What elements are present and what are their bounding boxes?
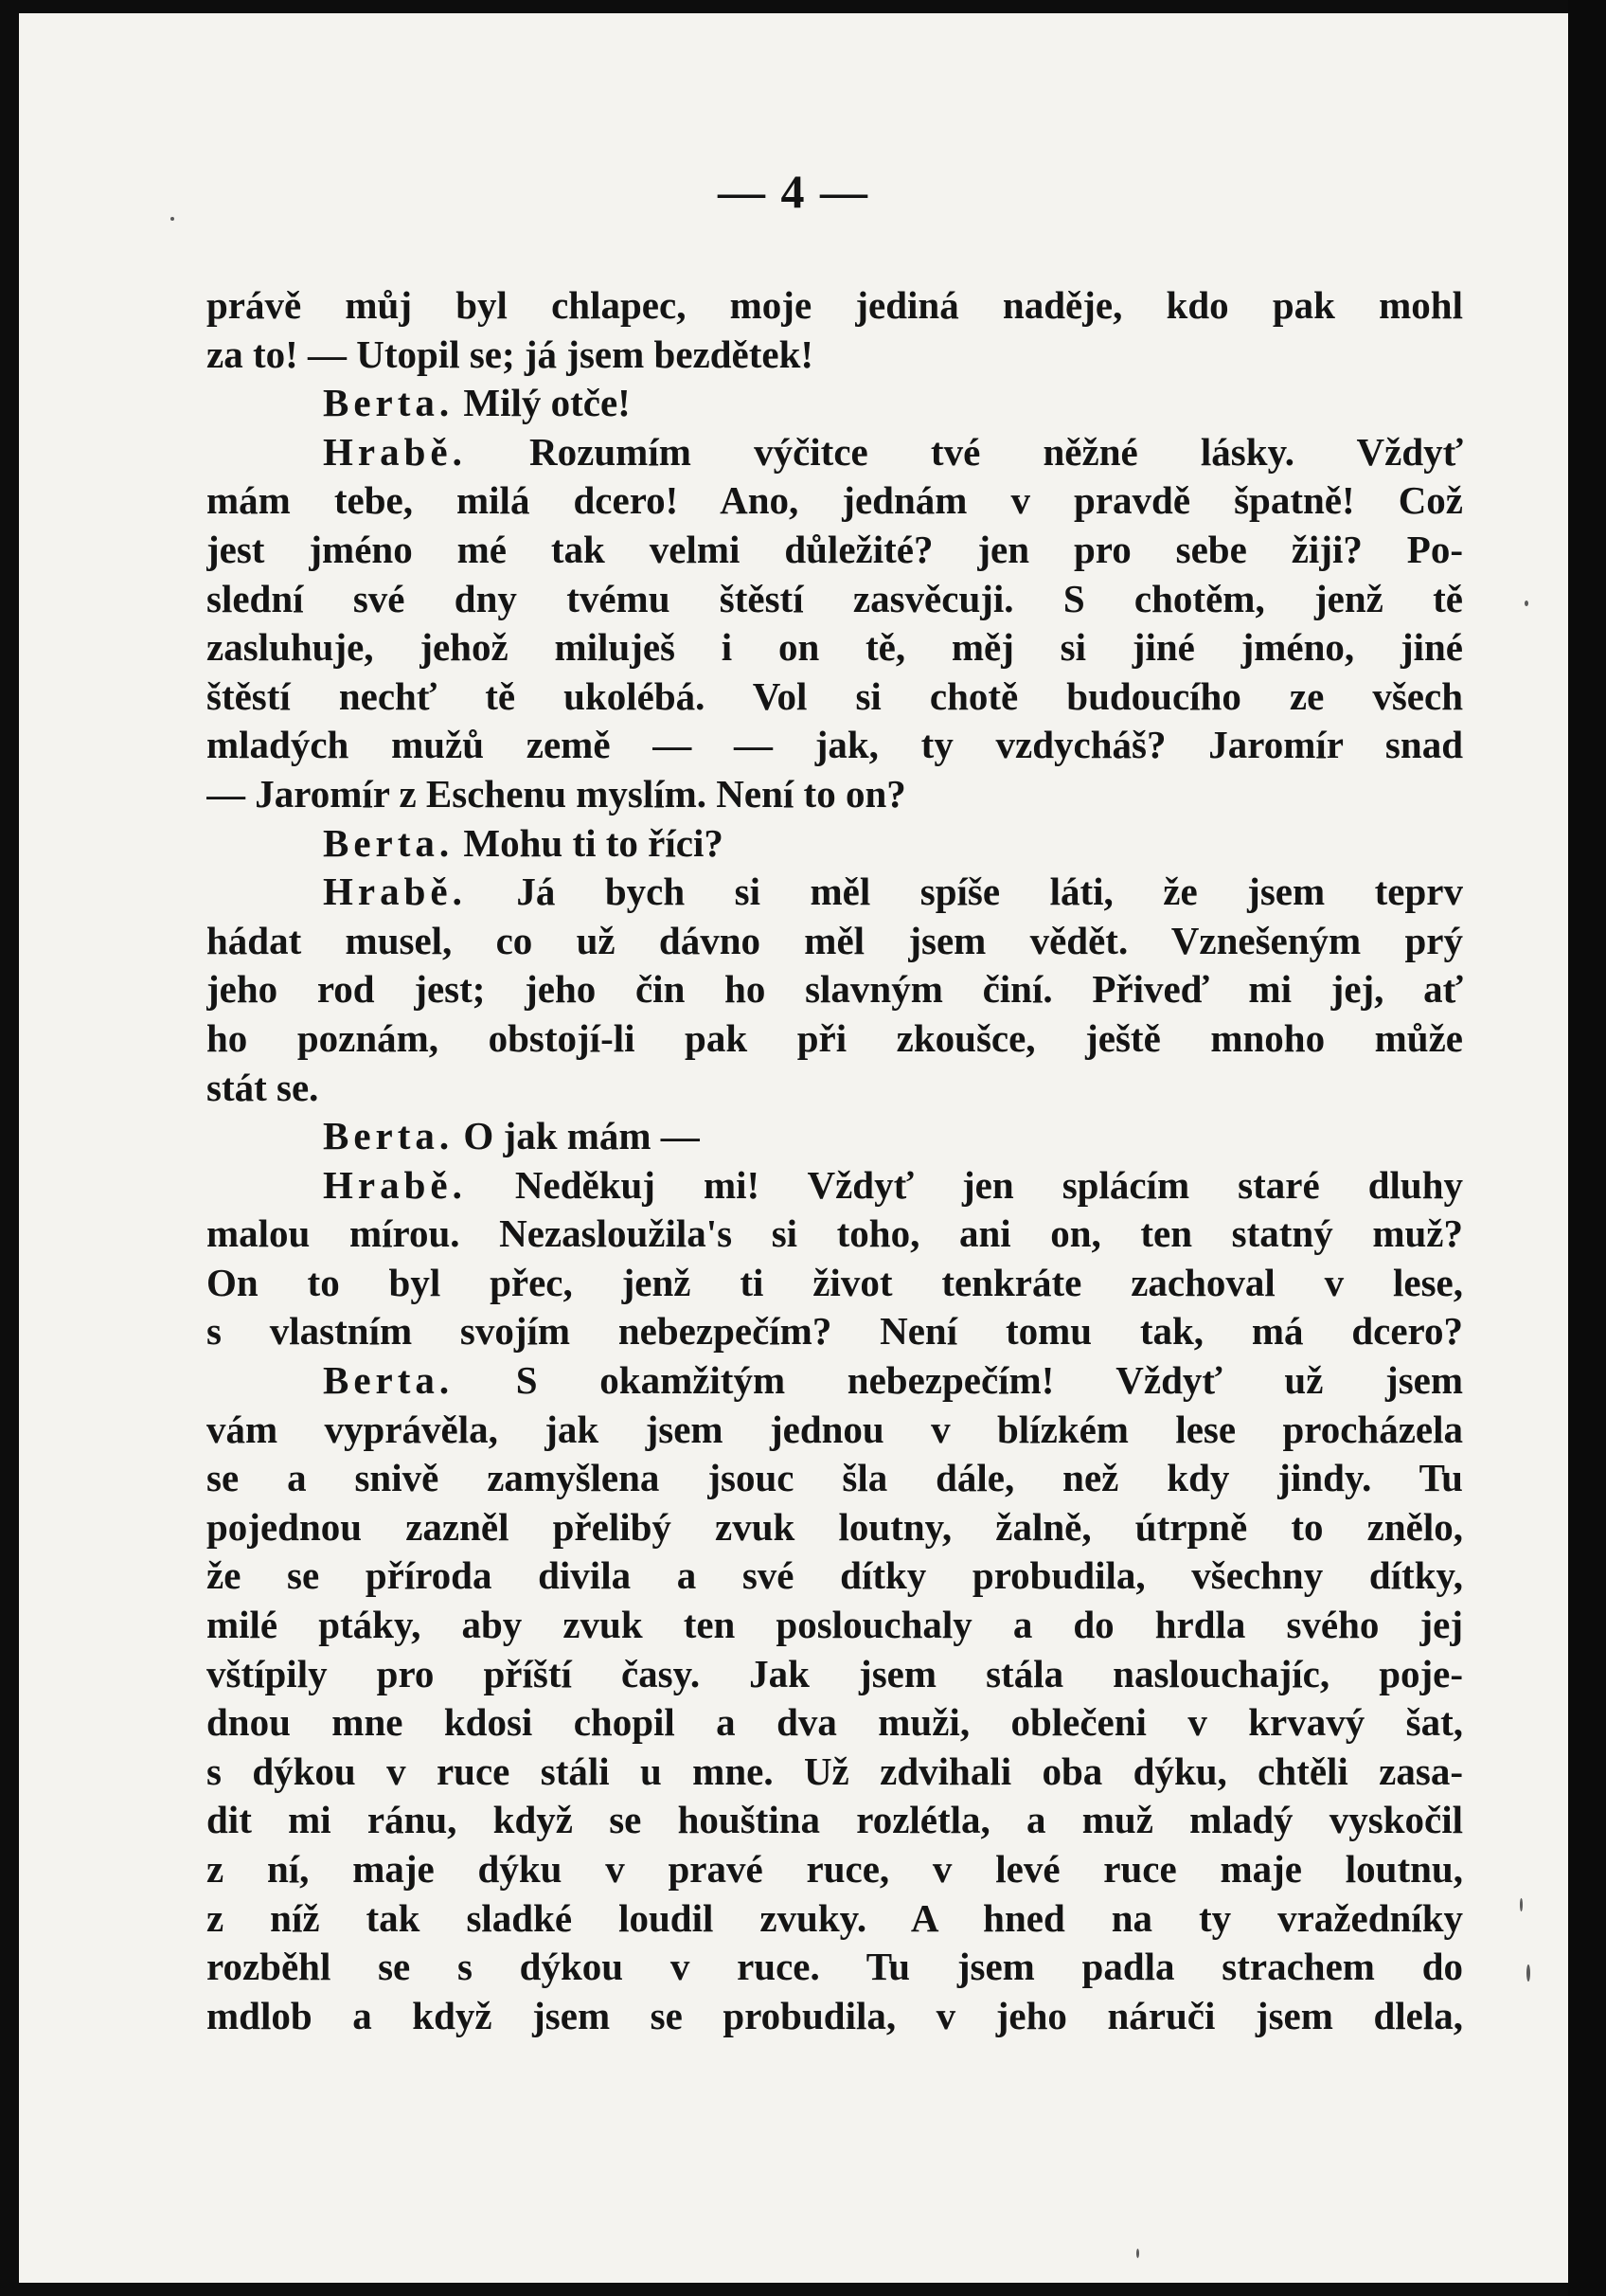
text-line xyxy=(206,673,1463,722)
line-text: S okamžitým nebezpečím! Vždyť už jsem xyxy=(454,1358,1463,1403)
speaker-name: Hrabě. xyxy=(323,1162,467,1207)
line-text: s vlastním svojím nebezpečím? Není tomu tak, má dcero? xyxy=(206,1309,1463,1354)
line-text: Rozumím výčitce tvé něžné lásky. Vždyť xyxy=(466,429,1463,474)
line-text: On to byl přec, jenž ti život tenkráte zachoval v lese, xyxy=(206,1260,1463,1304)
text-line xyxy=(206,1845,1463,1894)
line-text: Mohu ti to říci? xyxy=(454,820,723,865)
text-line xyxy=(206,868,1463,917)
text-line xyxy=(206,1307,1463,1356)
line-text: z ní, maje dýku v pravé ruce, v levé ruce maje loutnu, xyxy=(206,1847,1463,1891)
text-line xyxy=(206,1698,1463,1748)
line-text: Milý otče! xyxy=(454,381,631,425)
line-text: za to! — Utopil se; já jsem bezdětek! xyxy=(206,332,814,376)
text-line xyxy=(206,526,1463,575)
line-text: s dýkou v ruce stáli u mne. Už zdvihali oba dýku, chtěli zasa- xyxy=(206,1749,1463,1793)
text-line xyxy=(206,379,1463,428)
text-line xyxy=(206,1796,1463,1845)
text-line xyxy=(206,1601,1463,1650)
text-line xyxy=(206,1356,1463,1406)
line-text: že se příroda divila a své dítky probudila, všechny dítky, xyxy=(206,1553,1463,1598)
scan-speck xyxy=(1520,1898,1523,1911)
line-text: stát se. xyxy=(206,1065,319,1109)
line-text: právě můj byl chlapec, moje jediná naděje, kdo pak mohl xyxy=(206,283,1463,327)
line-text: vštípily pro příští časy. Jak jsem stála naslouchajíc, poje- xyxy=(206,1651,1463,1695)
line-text: Neděkuj mi! Vždyť jen splácím staré dluhy xyxy=(466,1162,1463,1207)
text-line xyxy=(206,721,1463,770)
line-text: mdlob a když jsem se probudila, v jeho náruči jsem dlela, xyxy=(206,1993,1463,2037)
text-line xyxy=(206,1112,1463,1161)
text-line xyxy=(206,1552,1463,1601)
line-text: mladých mužů země — — jak, ty vzdycháš? Jaromír snad xyxy=(206,723,1463,767)
book-page xyxy=(19,13,1568,2283)
line-text: štěstí nechť tě ukolébá. Vol si chotě budoucího ze všech xyxy=(206,673,1463,718)
text-line xyxy=(206,819,1463,869)
speaker-name: Berta. xyxy=(323,381,455,425)
line-text: z níž tak sladké loudil zvuky. A hned na ty vražedníky xyxy=(206,1895,1463,1940)
speaker-name: Hrabě. xyxy=(323,870,467,914)
text-line xyxy=(206,281,1463,331)
text-line xyxy=(206,1210,1463,1259)
text-line xyxy=(206,965,1463,1014)
line-text: se a snivě zamyšlena jsouc šla dále, než kdy jindy. Tu xyxy=(206,1456,1463,1500)
scan-speck xyxy=(170,217,174,221)
line-text: O jak mám — xyxy=(454,1114,700,1158)
line-text: ho poznám, obstojí-li pak při zkoušce, ještě mnoho může xyxy=(206,1015,1463,1060)
text-line xyxy=(206,476,1463,526)
line-text: slední své dny tvému štěstí zasvěcuji. S chotěm, jenž tě xyxy=(206,576,1463,620)
text-line xyxy=(206,1943,1463,1992)
line-text: vám vyprávěla, jak jsem jednou v blízkém lese procházela xyxy=(206,1407,1463,1451)
text-line xyxy=(206,1454,1463,1503)
line-text: mám tebe, milá dcero! Ano, jednám v pravdě špatně! Což xyxy=(206,478,1463,523)
text-line xyxy=(206,1161,1463,1211)
line-text: rozběhl se s dýkou v ruce. Tu jsem padla strachem do xyxy=(206,1945,1463,1989)
text-line xyxy=(206,331,1463,380)
text-line xyxy=(206,770,1463,819)
text-line xyxy=(206,1014,1463,1064)
page-number: — 4 — xyxy=(718,165,869,218)
text-line xyxy=(206,1259,1463,1308)
line-text: zasluhuje, jehož miluješ i on tě, měj si jiné jméno, jiné xyxy=(206,625,1463,670)
text-line xyxy=(206,1894,1463,1944)
text-line xyxy=(206,1064,1463,1113)
text-line xyxy=(206,428,1463,477)
scan-speck xyxy=(1526,1964,1530,1982)
line-text: — Jaromír z Eschenu myslím. Není to on? xyxy=(206,771,906,816)
body-text xyxy=(206,281,1463,2040)
line-text: hádat musel, co už dávno měl jsem vědět. Vznešeným prý xyxy=(206,918,1463,962)
line-text: dnou mne kdosi chopil a dva muži, oblečeni v krvavý šat, xyxy=(206,1700,1463,1745)
text-line xyxy=(206,1406,1463,1455)
line-text: Já bych si měl spíše láti, že jsem teprv xyxy=(466,870,1463,914)
text-line xyxy=(206,623,1463,673)
text-line xyxy=(206,1992,1463,2041)
scan-speck xyxy=(1525,601,1528,606)
line-text: milé ptáky, aby zvuk ten poslouchaly a do hrdla svého jej xyxy=(206,1603,1463,1647)
line-text: jeho rod jest; jeho čin ho slavným činí. Přiveď mi jej, ať xyxy=(206,967,1463,1012)
text-line xyxy=(206,917,1463,966)
line-text: pojednou zazněl přelibý zvuk loutny, žalně, útrpně to znělo, xyxy=(206,1504,1463,1549)
speaker-name: Hrabě. xyxy=(323,429,467,474)
text-line xyxy=(206,1503,1463,1552)
scan-border-right xyxy=(1568,0,1606,2296)
text-line xyxy=(206,575,1463,624)
line-text: jest jméno mé tak velmi důležité? jen pro sebe žiji? Po- xyxy=(206,527,1463,571)
text-line xyxy=(206,1748,1463,1797)
scan-speck xyxy=(1136,2249,1139,2258)
line-text: malou mírou. Nezasloužila's si toho, ani on, ten statný muž? xyxy=(206,1211,1463,1256)
speaker-name: Berta. xyxy=(323,1114,455,1158)
text-line xyxy=(206,1650,1463,1699)
speaker-name: Berta. xyxy=(323,1358,455,1403)
speaker-name: Berta. xyxy=(323,820,455,865)
line-text: dit mi ránu, když se houština rozlétla, a muž mladý vyskočil xyxy=(206,1798,1463,1842)
